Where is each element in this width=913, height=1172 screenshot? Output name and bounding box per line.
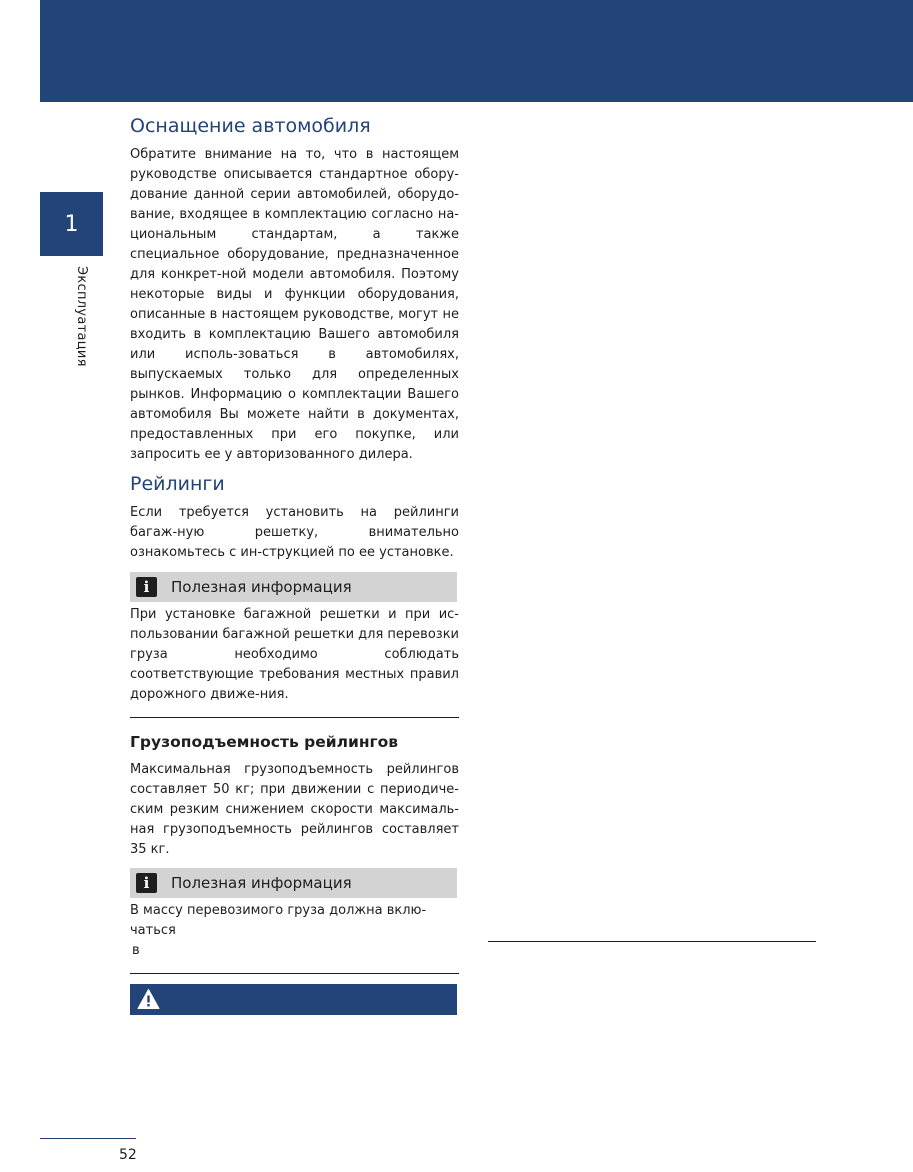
info-1-paragraph: При установке багажной решетки и при ис-пользовании багажной решетки для перевозки груза необходимо соблюдать соответствующие требования местных правил дорожного движе-ния. xyxy=(130,607,459,702)
rails-heading: Рейлинги xyxy=(130,473,225,495)
info-box-label: Полезная информация xyxy=(171,578,352,596)
warning-box xyxy=(130,984,457,1015)
info-icon: i xyxy=(136,577,157,597)
divider xyxy=(130,717,459,718)
equipment-paragraph: Обратите внимание на то, что в настоящем руководстве описывается стандартное обору-дование данной серии автомобилей, оборудо-вание, входящее в комплектацию согласно на-циональным стандартам, а также специальное оборудование, предназначенное для конкрет-ной модели автомобиля. Поэтому некоторые виды и функции оборудования, описанные в настоящем руководстве, могут не входить в комплектацию Вашего автомобиля или исполь-зоваться в автомобилях, выпускаемых только для определенных рынков. Информацию о комплектации Вашего автомобиля Вы можете найти в документах, предоставленных при его покупке, или запросить ее у авторизованного дилера. xyxy=(130,147,459,462)
info-2-content xyxy=(130,901,459,961)
info-box-1 xyxy=(130,572,457,602)
equipment-section xyxy=(130,114,459,465)
info-1-content xyxy=(130,605,459,705)
info-box-label: Полезная информация xyxy=(171,874,352,892)
rails-section xyxy=(130,472,459,563)
info-2-line: В массу перевозимого груза должна вклю- xyxy=(130,903,427,918)
info-2-line: в xyxy=(132,943,140,958)
chapter-number: 1 xyxy=(64,211,79,237)
capacity-heading: Грузоподъемность рейлингов xyxy=(130,733,399,751)
warning-icon xyxy=(137,988,160,1010)
chapter-label: Эксплуатация xyxy=(74,266,89,367)
capacity-section xyxy=(130,731,459,860)
footer-rule xyxy=(40,1138,136,1139)
info-box-2 xyxy=(130,868,457,898)
divider xyxy=(130,973,459,974)
divider xyxy=(488,941,816,942)
info-2-line: чаться xyxy=(130,923,176,938)
equipment-heading: Оснащение автомобиля xyxy=(130,115,371,137)
page-number: 52 xyxy=(119,1147,137,1163)
rails-paragraph: Если требуется установить на рейлинги багаж-ную решетку, внимательно ознакомьтесь с ин-струкцией по ее установке. xyxy=(130,505,459,560)
header-band xyxy=(40,0,913,102)
capacity-paragraph: Максимальная грузоподъемность рейлингов составляет 50 кг; при движении с периодиче-ским резким снижением скорости максималь-ная грузоподъемность рейлингов составляет 35 кг. xyxy=(130,762,459,857)
chapter-tab xyxy=(40,192,103,256)
info-icon: i xyxy=(136,873,157,893)
